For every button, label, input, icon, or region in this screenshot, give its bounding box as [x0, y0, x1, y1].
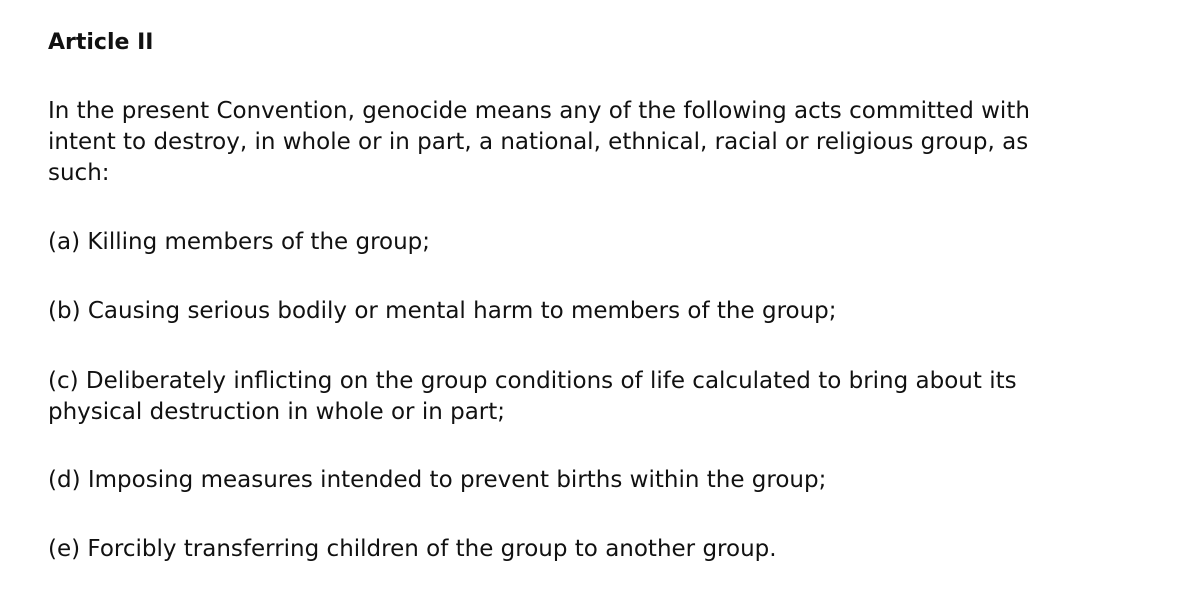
article-heading: Article II	[48, 30, 154, 55]
list-item-d	[48, 465, 826, 496]
intro-line: such:	[48, 160, 110, 186]
list-item-text: (e) Forcibly transferring children of the group to another group.	[48, 536, 777, 562]
list-item-text: (c) Deliberately inflicting on the group conditions of life calculated to bring about its	[48, 368, 1017, 394]
intro-line: In the present Convention, genocide means any of the following acts committed with	[48, 98, 1030, 124]
list-item-a	[48, 227, 430, 258]
list-item-c	[48, 366, 1148, 428]
intro-paragraph	[48, 96, 1163, 189]
list-item-text: (b) Causing serious bodily or mental harm to members of the group;	[48, 298, 837, 324]
list-item-text: physical destruction in whole or in part;	[48, 399, 506, 425]
list-item-b	[48, 296, 837, 327]
list-item-text: (d) Imposing measures intended to prevent births within the group;	[48, 467, 827, 493]
list-item-e	[48, 534, 777, 565]
intro-line: intent to destroy, in whole or in part, a national, ethnical, racial or religious group, as	[48, 129, 1029, 155]
list-item-text: (a) Killing members of the group;	[48, 229, 431, 255]
